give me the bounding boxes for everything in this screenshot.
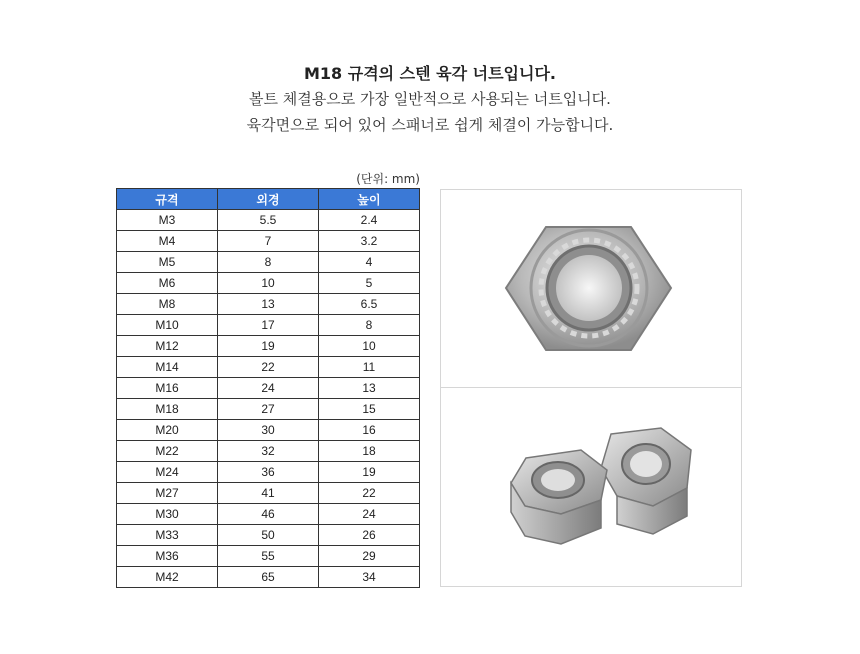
header-height: 높이 bbox=[319, 189, 420, 210]
cell-outer-diameter: 41 bbox=[218, 483, 319, 504]
cell-height: 5 bbox=[319, 273, 420, 294]
cell-size: M18 bbox=[117, 399, 218, 420]
cell-outer-diameter: 19 bbox=[218, 336, 319, 357]
cell-size: M30 bbox=[117, 504, 218, 525]
table-row bbox=[117, 525, 420, 546]
cell-outer-diameter: 36 bbox=[218, 462, 319, 483]
hex-nut-top-view-image bbox=[441, 190, 741, 387]
table-row bbox=[117, 210, 420, 231]
cell-size: M12 bbox=[117, 336, 218, 357]
cell-height: 2.4 bbox=[319, 210, 420, 231]
intro-heading bbox=[0, 62, 860, 138]
cell-height: 4 bbox=[319, 252, 420, 273]
table-row bbox=[117, 567, 420, 588]
cell-outer-diameter: 22 bbox=[218, 357, 319, 378]
cell-outer-diameter: 17 bbox=[218, 315, 319, 336]
spec-table bbox=[116, 188, 420, 588]
cell-height: 24 bbox=[319, 504, 420, 525]
cell-size: M3 bbox=[117, 210, 218, 231]
cell-size: M5 bbox=[117, 252, 218, 273]
cell-outer-diameter: 13 bbox=[218, 294, 319, 315]
table-row bbox=[117, 399, 420, 420]
cell-size: M10 bbox=[117, 315, 218, 336]
photo-two-nuts bbox=[441, 388, 741, 586]
table-row bbox=[117, 546, 420, 567]
photo-nut-top bbox=[441, 190, 741, 388]
cell-size: M42 bbox=[117, 567, 218, 588]
cell-height: 19 bbox=[319, 462, 420, 483]
cell-outer-diameter: 46 bbox=[218, 504, 319, 525]
cell-outer-diameter: 24 bbox=[218, 378, 319, 399]
table-row bbox=[117, 441, 420, 462]
cell-height: 15 bbox=[319, 399, 420, 420]
cell-size: M22 bbox=[117, 441, 218, 462]
table-row bbox=[117, 336, 420, 357]
cell-height: 29 bbox=[319, 546, 420, 567]
table-row bbox=[117, 462, 420, 483]
table-row bbox=[117, 483, 420, 504]
cell-outer-diameter: 65 bbox=[218, 567, 319, 588]
cell-size: M6 bbox=[117, 273, 218, 294]
table-row bbox=[117, 420, 420, 441]
cell-height: 6.5 bbox=[319, 294, 420, 315]
description-line-1: 볼트 체결용으로 가장 일반적으로 사용되는 너트입니다. bbox=[249, 90, 611, 108]
cell-outer-diameter: 5.5 bbox=[218, 210, 319, 231]
product-title: M18 규격의 스텐 육각 너트입니다. bbox=[303, 64, 557, 83]
description-line-2: 육각면으로 되어 있어 스패너로 쉽게 체결이 가능합니다. bbox=[246, 116, 614, 134]
cell-outer-diameter: 55 bbox=[218, 546, 319, 567]
table-row bbox=[117, 252, 420, 273]
cell-size: M33 bbox=[117, 525, 218, 546]
cell-height: 34 bbox=[319, 567, 420, 588]
header-outer-diameter: 외경 bbox=[218, 189, 319, 210]
two-hex-nuts-image bbox=[441, 388, 741, 586]
cell-size: M16 bbox=[117, 378, 218, 399]
cell-height: 16 bbox=[319, 420, 420, 441]
cell-height: 26 bbox=[319, 525, 420, 546]
cell-height: 13 bbox=[319, 378, 420, 399]
table-row bbox=[117, 378, 420, 399]
cell-outer-diameter: 32 bbox=[218, 441, 319, 462]
table-row bbox=[117, 231, 420, 252]
cell-outer-diameter: 10 bbox=[218, 273, 319, 294]
cell-height: 11 bbox=[319, 357, 420, 378]
cell-size: M36 bbox=[117, 546, 218, 567]
spec-table-header-row bbox=[117, 189, 420, 210]
cell-height: 3.2 bbox=[319, 231, 420, 252]
table-row bbox=[117, 504, 420, 525]
cell-outer-diameter: 7 bbox=[218, 231, 319, 252]
cell-size: M20 bbox=[117, 420, 218, 441]
table-row bbox=[117, 315, 420, 336]
cell-size: M27 bbox=[117, 483, 218, 504]
table-row bbox=[117, 294, 420, 315]
cell-height: 8 bbox=[319, 315, 420, 336]
cell-size: M24 bbox=[117, 462, 218, 483]
cell-outer-diameter: 8 bbox=[218, 252, 319, 273]
cell-size: M4 bbox=[117, 231, 218, 252]
cell-height: 10 bbox=[319, 336, 420, 357]
cell-outer-diameter: 50 bbox=[218, 525, 319, 546]
cell-outer-diameter: 27 bbox=[218, 399, 319, 420]
unit-note: (단위: mm) bbox=[356, 172, 420, 186]
cell-outer-diameter: 30 bbox=[218, 420, 319, 441]
table-row bbox=[117, 357, 420, 378]
table-row bbox=[117, 273, 420, 294]
cell-height: 22 bbox=[319, 483, 420, 504]
cell-height: 18 bbox=[319, 441, 420, 462]
cell-size: M8 bbox=[117, 294, 218, 315]
product-photos bbox=[440, 189, 742, 587]
header-size: 규격 bbox=[117, 189, 218, 210]
cell-size: M14 bbox=[117, 357, 218, 378]
